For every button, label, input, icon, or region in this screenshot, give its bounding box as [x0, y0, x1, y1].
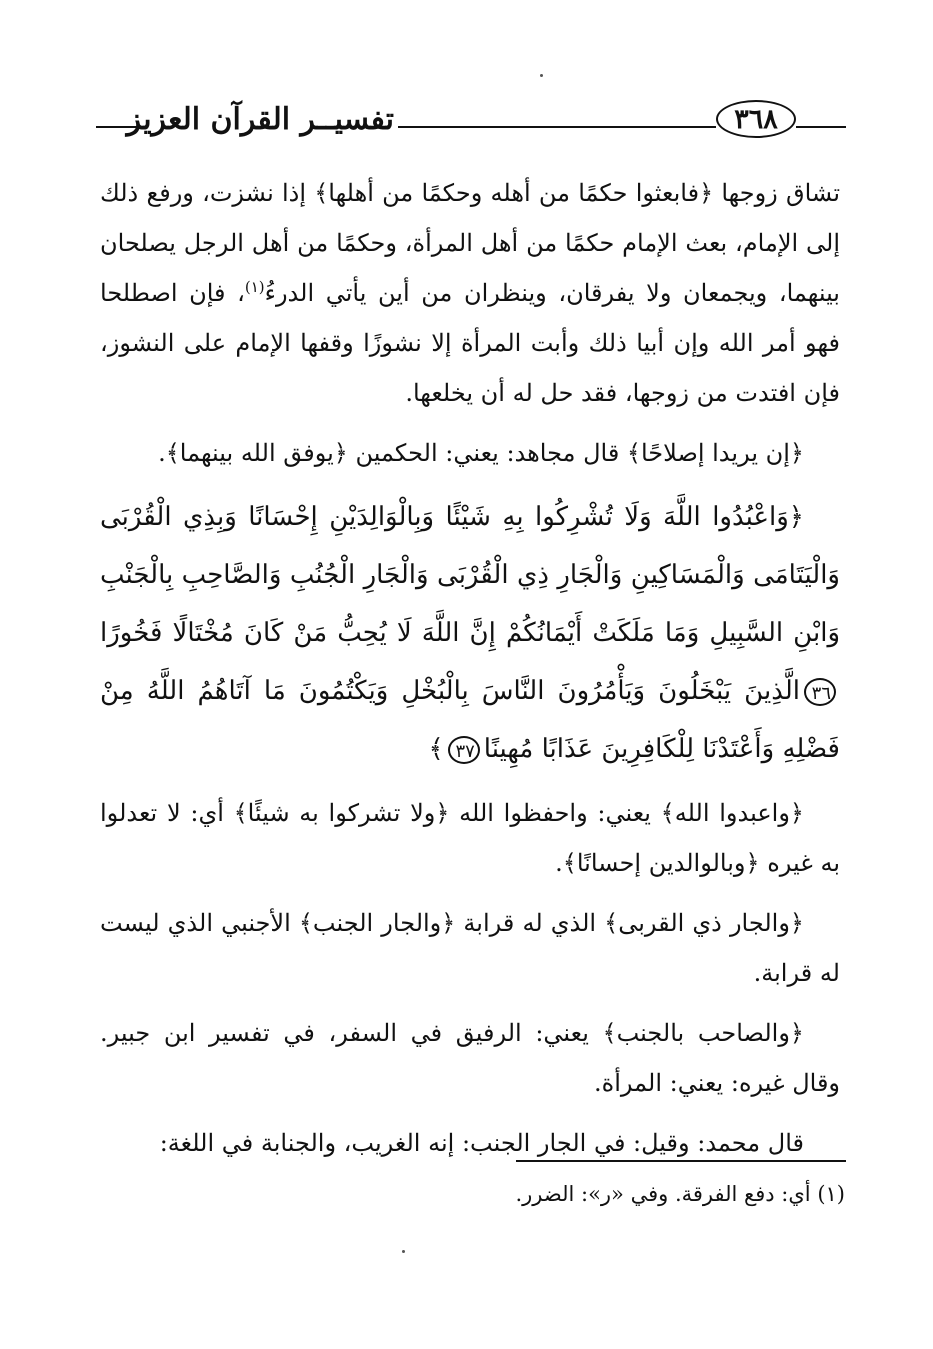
running-title: تفسيــر القرآن العزيز: [126, 102, 394, 137]
footnote-number: (١): [817, 1182, 845, 1206]
paragraph-3: ﴿واعبدوا الله﴾ يعني: واحفظوا الله ﴿ولا تشركوا به شيئًا﴾ أي: لا تعدلوا به غيره ﴿وبالوالدين إحسانًا﴾.: [100, 799, 840, 877]
footnote: [105, 1176, 845, 1212]
paragraph-1-text: تشاق زوجها ﴿فابعثوا حكمًا من أهله وحكمًا من أهلها﴾ إذا نشزت، ورفع ذلك إلى الإمام، بعث الإمام حكمًا من أهل المرأة، وحكمًا من أهل الرجل يصلحان بينهما، ويجمعان ولا يفرقان، وينظران من أين يأتي الدرءُ: [100, 179, 840, 307]
page-number: ٣٦٨: [716, 100, 796, 138]
header-rule-middle: [398, 126, 716, 128]
paragraph-1-continued: ، فإن اصطلحا فهو أمر الله وإن أبيا ذلك وأبت المرأة إلا نشوزًا وقفها الإمام على النشوز، فإن افتدت من زوجها، فقد حل له أن يخلعها.: [100, 279, 840, 407]
paragraph-1: [100, 168, 840, 418]
paragraph-2: ﴿إن يريدا إصلاحًا﴾ قال مجاهد: يعني: الحكمين ﴿يوفق الله بينهما﴾.: [158, 439, 804, 467]
running-header: [96, 88, 846, 148]
paragraph-4: ﴿والجار ذي القربى﴾ الذي له قرابة ﴿والجار الجنب﴾ الأجنبي الذي ليست له قرابة.: [100, 909, 840, 987]
footnote-text: أي: دفع الفرقة. وفي «ر»: الضرر.: [515, 1182, 811, 1206]
footnote-separator: [516, 1160, 846, 1162]
paragraph-5: ﴿والصاحب بالجنب﴾ يعني: الرفيق في السفر، في تفسير ابن جبير. وقال غيره: يعني: المرأة.: [100, 1019, 840, 1097]
ayah-number-marker: ٣٦: [804, 678, 836, 706]
footnote-reference: (١): [244, 278, 265, 296]
paragraph-6: قال محمد: وقيل: في الجار الجنب: إنه الغريب، والجنابة في اللغة:: [159, 1129, 804, 1157]
scan-speck: [540, 74, 543, 77]
main-text: [100, 168, 840, 1178]
quran-verse: [100, 488, 840, 778]
header-rule-right: [796, 126, 846, 128]
verse-closing-bracket: ﴾: [428, 734, 444, 764]
scan-speck: [402, 1250, 405, 1253]
verse-text-part-2: الَّذِينَ يَبْخَلُونَ وَيَأْمُرُونَ النَّاسَ بِالْبُخْلِ وَيَكْتُمُونَ مَا آتَاهُمُ اللَّهُ مِنْ فَضْلِهِ وَأَعْتَدْنَا لِلْكَافِرِينَ عَذَابًا مُهِينًا: [100, 676, 840, 764]
ayah-number-marker: ٣٧: [448, 736, 480, 764]
verse-text-part-1: ﴿وَاعْبُدُوا اللَّهَ وَلَا تُشْرِكُوا بِهِ شَيْئًا وَبِالْوَالِدَيْنِ إِحْسَانًا وَبِذِي الْقُرْبَى وَالْيَتَامَى وَالْمَسَاكِينِ وَالْجَارِ ذِي الْقُرْبَى وَالْجَارِ الْجُنُبِ وَالصَّاحِبِ بِالْجَنْبِ وَابْنِ السَّبِيلِ وَمَا مَلَكَتْ أَيْمَانُكُمْ إِنَّ اللَّهَ لَا يُحِبُّ مَنْ كَانَ مُخْتَالًا فَخُورًا: [100, 502, 840, 648]
